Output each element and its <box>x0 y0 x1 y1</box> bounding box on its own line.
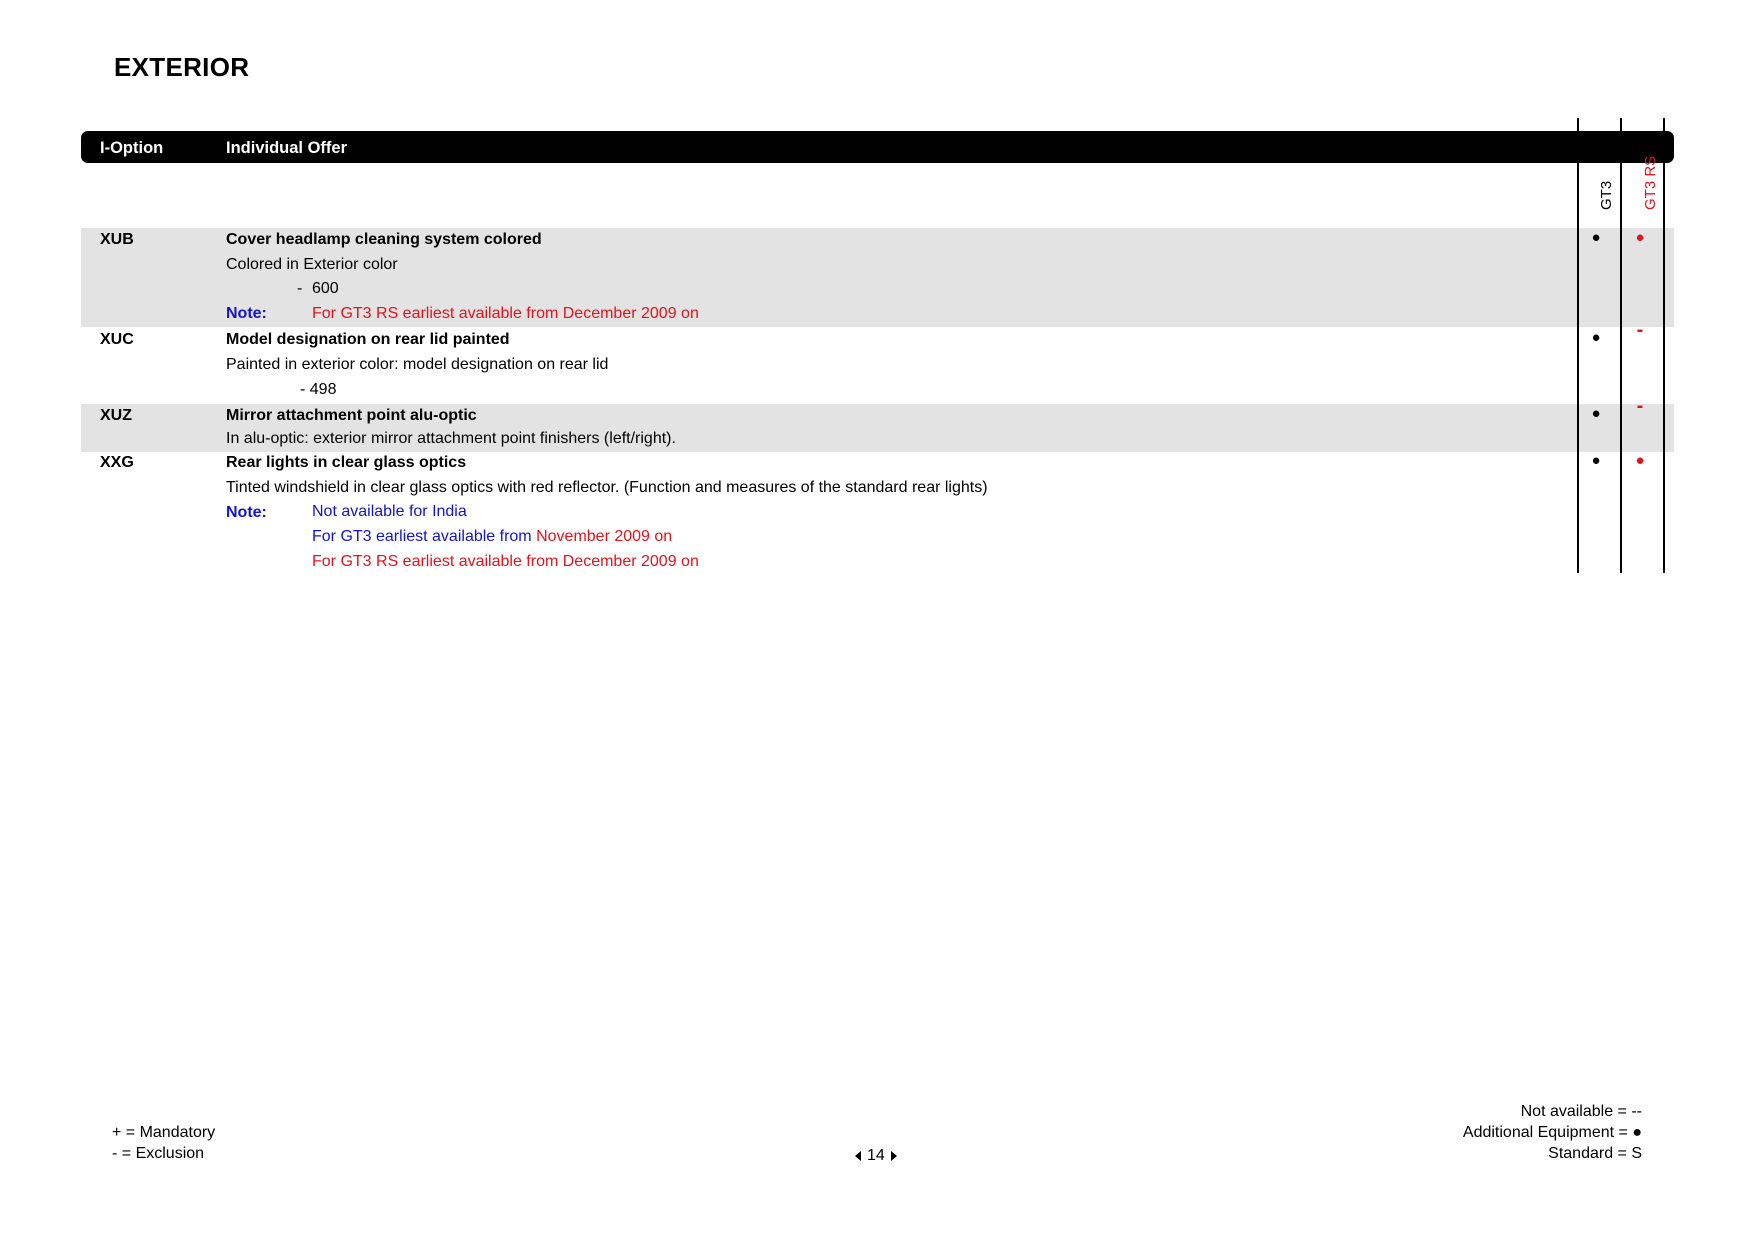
page-navigator <box>855 1147 897 1165</box>
option-code: XXG <box>100 454 134 471</box>
mark-gt3rs: - <box>1636 319 1644 341</box>
option-name: Model designation on rear lid painted <box>226 331 510 348</box>
mark-gt3: ● <box>1591 405 1601 422</box>
option-name: Mirror attachment point alu-optic <box>226 407 477 424</box>
option-sub-value: - 498 <box>300 381 337 398</box>
note-label: Note: <box>226 305 267 322</box>
next-page-icon[interactable] <box>891 1151 897 1161</box>
column-header-gt3rs: GT3 RS <box>1642 155 1659 210</box>
legend-not-available: Not available = -- <box>1520 1103 1642 1120</box>
legend-exclusion: - = Exclusion <box>112 1145 205 1162</box>
legend-standard: Standard = S <box>1548 1145 1642 1162</box>
note-text-part: November 2009 on <box>536 528 673 545</box>
option-code: XUZ <box>100 407 132 424</box>
mark-gt3: ● <box>1591 329 1601 346</box>
mark-gt3rs: - <box>1636 395 1644 417</box>
column-divider <box>1577 118 1579 573</box>
option-sub-dash: - <box>297 280 303 297</box>
page-number: 14 <box>867 1147 885 1164</box>
mark-gt3rs: ● <box>1635 229 1645 246</box>
page-title: EXTERIOR <box>114 52 250 82</box>
column-header-option: I-Option <box>100 139 164 157</box>
note-text <box>312 528 672 546</box>
legend-additional: Additional Equipment = ● <box>1462 1124 1642 1141</box>
legend-mandatory: + = Mandatory <box>112 1124 216 1141</box>
column-header-offer: Individual Offer <box>226 139 348 157</box>
option-name: Rear lights in clear glass optics <box>226 454 467 471</box>
mark-gt3rs: ● <box>1635 452 1645 469</box>
prev-page-icon[interactable] <box>855 1151 861 1161</box>
mark-gt3: ● <box>1591 452 1601 469</box>
option-description: In alu-optic: exterior mirror attachment point finishers (left/right). <box>226 430 676 447</box>
column-header-gt3: GT3 <box>1598 180 1615 210</box>
note-label: Note: <box>226 504 267 521</box>
note-text: Not available for India <box>312 503 467 520</box>
note-text: For GT3 RS earliest available from December 2009 on <box>312 305 699 322</box>
option-sub-value: 600 <box>312 280 339 297</box>
option-description: Colored in Exterior color <box>226 256 398 273</box>
note-text: For GT3 RS earliest available from December 2009 on <box>312 553 699 570</box>
option-code: XUC <box>100 331 134 348</box>
mark-gt3: ● <box>1591 229 1601 246</box>
option-name: Cover headlamp cleaning system colored <box>226 231 542 248</box>
option-code: XUB <box>100 231 134 248</box>
option-description: Tinted windshield in clear glass optics with red reflector. (Function and measures of the standard rear lights) <box>226 479 988 496</box>
option-description: Painted in exterior color: model designation on rear lid <box>226 356 609 373</box>
note-text-part: For GT3 earliest available from <box>312 528 532 545</box>
